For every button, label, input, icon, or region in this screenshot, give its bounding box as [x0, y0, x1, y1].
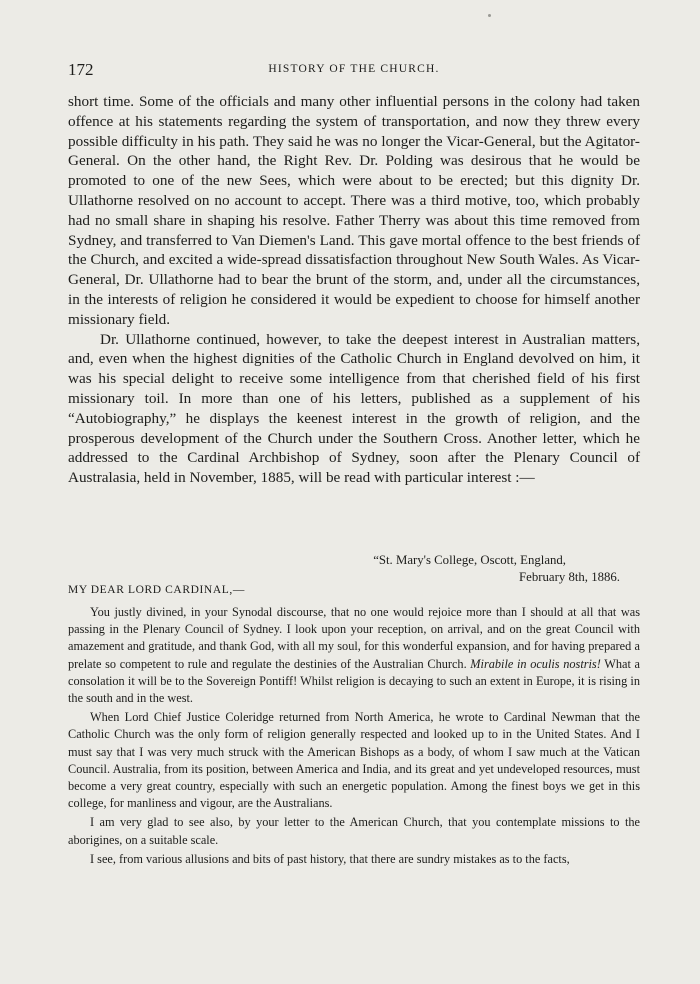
page-number: 172	[68, 60, 94, 79]
paragraph-1: short time. Some of the officials and many other influential persons in the colony had taken offence at his statements regarding the system of transportation, and now they threw every possible difficulty in his path. They said he was no longer the Vicar-General, but the Agitator-General. On the other hand, the Right Rev. Dr. Polding was desirous that he would be promoted to one of the new Sees, which were about to be erected; but this dignity Dr. Ullathorne resolved on no account to accept. There was a third motive, too, which probably had no small share in shaping his resolve. Father Therry was about this time removed from Sydney, and transferred to Van Diemen's Land. This gave mortal offence to the best friends of the Church, and excited a wide-spread dissatisfaction throughout New South Wales. As Vicar-General, Dr. Ullathorne had to bear the brunt of the storm, and, under all the circumstances, in the interests of religion he considered it would be expedient to choose for himself another missionary field.	[68, 93, 640, 328]
page-header	[68, 60, 640, 82]
letter-paragraph-4: I see, from various allusions and bits of past history, that there are sundry mistakes as to the facts,	[90, 851, 570, 866]
letter-salutation: MY DEAR LORD CARDINAL,—	[68, 584, 245, 596]
letter-p1-text-b: What a consolation it will be to the Sovereign Pontiff! Whilst religion is decaying to such an extent in Europe, it is rising in the south and in the west.	[68, 656, 641, 706]
letter-paragraph-3: I am very glad to see also, by your letter to the American Church, that you contemplate missions to the aborigines, on a suitable scale.	[68, 815, 640, 847]
dateline-date: February 8th, 1886.	[519, 570, 620, 584]
letter-dateline	[68, 552, 620, 586]
paper-speck	[488, 14, 491, 17]
letter-paragraph-1	[68, 604, 640, 707]
latin-quote: Mirabile in oculis nostris!	[470, 656, 601, 671]
dateline-place: “St. Mary's College, Oscott, England,	[373, 553, 566, 567]
letter-body	[68, 604, 640, 868]
letter-p1-text-a: You justly divined, in your Synodal discourse, that no one would rejoice more than I should at all that was passing in the Plenary Council of Sydney. I look upon your reception, on arrival, and on the great Council with amazement and gratitude, and thank God, with all my soul, for this wonderful expansion, and for having prepared a prelate so competent to rule and regulate the destinies of the Australian Church.	[68, 605, 640, 671]
running-head: HISTORY OF THE CHURCH.	[268, 63, 440, 75]
paragraph-2: Dr. Ullathorne continued, however, to take the deepest interest in Australian matters, and, even when the highest dignities of the Catholic Church in England devolved on him, it was his special delight to receive some intelligence from that cherished field of his first missionary toil. In more than one of his letters, published as a supplement of his “Autobiography,” he displays the keenest interest in the growth of religion, and the prosperous development of the Church under the Southern Cross. Another letter, which he addressed to the Cardinal Archbishop of Sydney, soon after the Plenary Council of Australasia, held in November, 1885, will be read with particular interest :—	[68, 330, 640, 487]
body-text	[68, 92, 640, 488]
letter-paragraph-2: When Lord Chief Justice Coleridge returned from North America, he wrote to Cardinal Newman that the Catholic Church was the only form of religion generally respected and looked up to in the United States. And I must say that I was very much struck with the American Bishops as a body, of whom I saw much at the Vatican Council. Australia, from its position, between America and India, and its great and yet undeveloped resources, must become a very great country, especially with such an energetic population. Among the finest boys we get in this college, for manliness and vigour, are the Australians.	[68, 710, 640, 811]
